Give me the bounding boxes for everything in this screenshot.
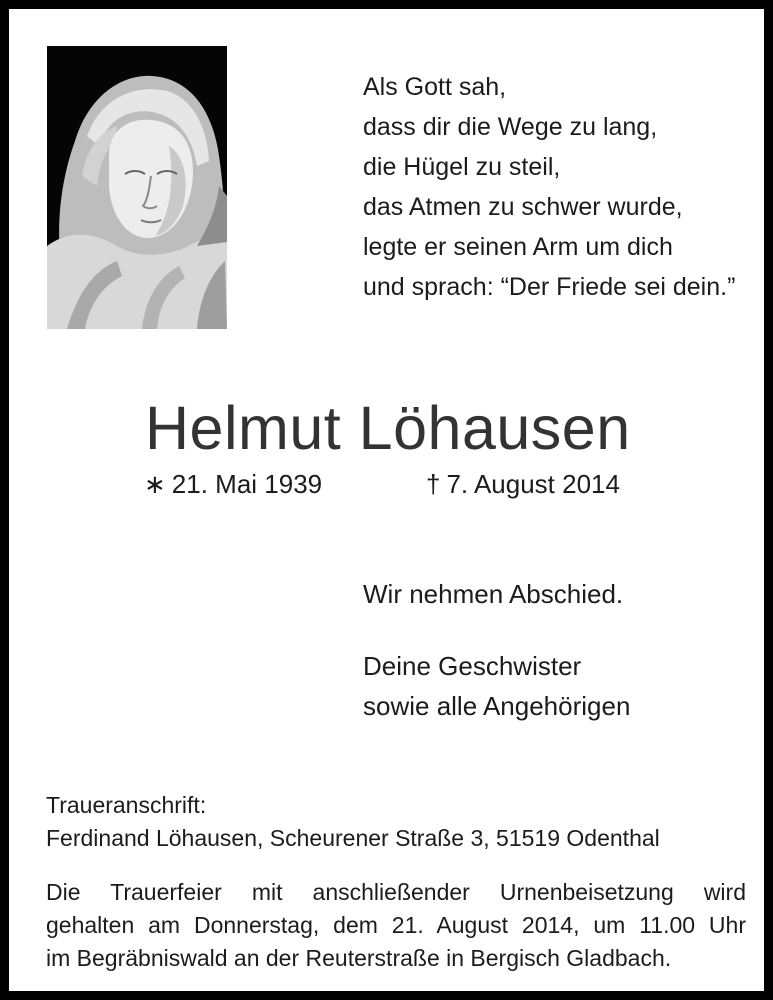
farewell-text: Wir nehmen Abschied. xyxy=(363,579,624,609)
address-line: Ferdinand Löhausen, Scheurener Straße 3, 51519 Odenthal xyxy=(46,825,660,851)
service-line: Die Trauerfeier mit anschließender Urnenbeisetzung wird xyxy=(46,879,746,905)
service-line: im Begräbniswald an der Reuterstraße in Bergisch Gladbach. xyxy=(46,945,672,971)
poem-line: das Atmen zu schwer wurde, xyxy=(363,193,683,221)
poem-line: die Hügel zu steil, xyxy=(363,153,561,181)
birth-date: 21. Mai 1939 xyxy=(171,469,323,499)
birth-date-line xyxy=(144,464,322,504)
death-date-line xyxy=(426,464,620,504)
death-cross-icon: † xyxy=(426,469,441,499)
poem-line: Als Gott sah, xyxy=(363,73,507,101)
death-date: 7. August 2014 xyxy=(446,469,620,499)
madonna-statue-illustration xyxy=(47,46,227,329)
poem xyxy=(363,67,735,307)
deceased-name: Helmut Löhausen xyxy=(145,394,631,462)
service-details xyxy=(46,876,746,975)
poem-line: und sprach: “Der Friede sei dein.” xyxy=(363,273,736,301)
madonna-statue-image xyxy=(47,46,227,329)
mourners xyxy=(363,646,630,726)
poem-line: dass dir die Wege zu lang, xyxy=(363,113,658,141)
service-line: gehalten am Donnerstag, dem 21. August 2014, um 11.00 Uhr xyxy=(46,912,746,938)
address-heading: Traueranschrift: xyxy=(46,792,207,818)
mourner-line: Deine Geschwister xyxy=(363,651,582,681)
birth-star-icon: ∗ xyxy=(144,469,166,499)
poem-line: legte er seinen Arm um dich xyxy=(363,233,673,261)
mourner-line: sowie alle Angehörigen xyxy=(363,691,631,721)
